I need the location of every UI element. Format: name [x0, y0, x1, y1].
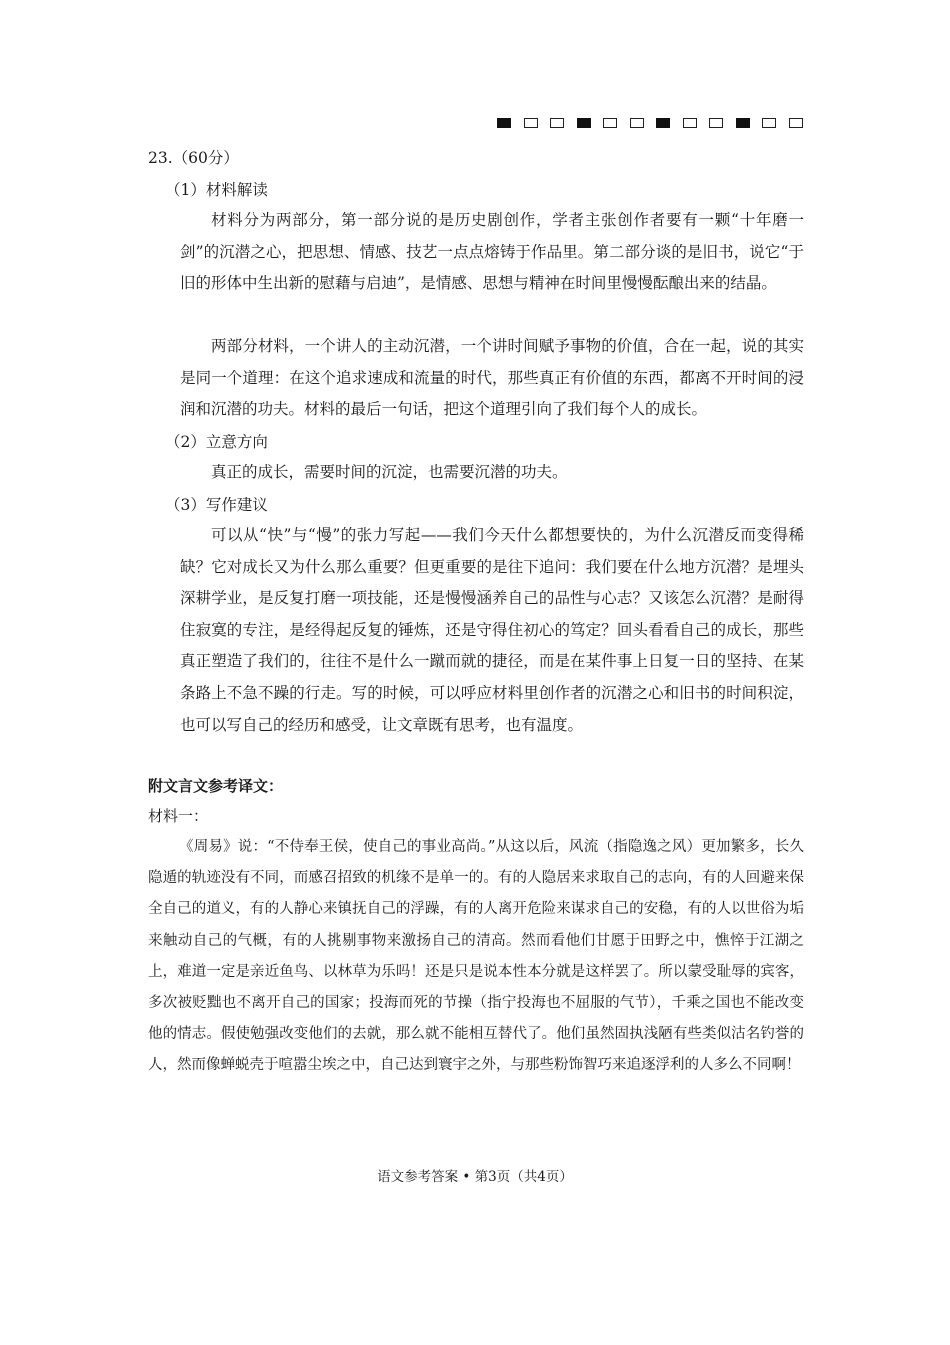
- marker-square-filled: [656, 118, 670, 128]
- section-1-heading: （1）材料解读: [165, 181, 268, 199]
- marker-square-filled: [497, 118, 511, 128]
- section-3-heading: （3）写作建议: [165, 496, 268, 514]
- appendix-title: 附文言文参考译文：: [148, 777, 284, 795]
- header-marks: [497, 118, 815, 128]
- section-3-paragraph: 可以从“快”与“慢”的张力写起——我们今天什么都想要快的，为什么沉潜反而变得稀缺？它对成长又为什么那么重要？但更重要的是往下追问：我们要在什么地方沉潜？是埋头深耕学业，是反复打磨一项技能，还是慢慢涵养自己的品性与心志？又该怎么沉潜？是耐得住寂寞的专注，是经得起反复的锤炼，还是守得住初心的笃定？回头看看自己的成长，那些真正塑造了我们的，往往不是什么一蹴而就的捷径，而是在某件事上日复一日的坚持、在某条路上不急不躁的行走。写的时候，可以呼应材料里创作者的沉潜之心和旧书的时间积淀，也可以写自己的经历和感受，让文章既有思考，也有温度。: [180, 526, 804, 734]
- marker-square-empty: [709, 118, 723, 128]
- marker-square-filled: [577, 118, 591, 128]
- material-label: 材料一：: [148, 807, 209, 825]
- marker-square-empty: [630, 118, 644, 128]
- marker-square-empty: [683, 118, 697, 128]
- section-2-heading: （2）立意方向: [165, 433, 268, 451]
- page-footer: 语文参考答案 • 第3页（共4页）: [377, 1169, 573, 1185]
- section-1-paragraph-1: 材料分为两部分，第一部分说的是历史剧创作，学者主张创作者要有一颗“十年磨一剑”的沉潜之心，把思想、情感、技艺一点点熔铸于作品里。第二部分谈的是旧书，说它“于旧的形体中生出新的慰藉与启迪”，是情感、思想与精神在时间里慢慢酝酿出来的结晶。: [180, 211, 804, 293]
- marker-square-filled: [736, 118, 750, 128]
- marker-square-empty: [603, 118, 617, 128]
- section-2-paragraph: 真正的成长，需要时间的沉淀，也需要沉潜的功夫。: [211, 463, 568, 481]
- question-23-title: 23.（60分）: [148, 149, 239, 167]
- marker-square-empty: [550, 118, 564, 128]
- section-1-paragraph-2: 两部分材料，一个讲人的主动沉潜，一个讲时间赋予事物的价值，合在一起，说的其实是同一个道理：在这个追求速成和流量的时代，那些真正有价值的东西，都离不开时间的浸润和沉潜的功夫。材料的最后一句话，把这个道理引向了我们每个人的成长。: [180, 337, 804, 419]
- marker-square-empty: [789, 118, 803, 128]
- marker-square-empty: [762, 118, 776, 128]
- translation-paragraph: 《周易》说：“不侍奉王侯，使自己的事业高尚。”从这以后，风流（指隐逸之风）更加繁多，长久隐遁的轨迹没有不同，而感召招致的机缘不是单一的。有的人隐居来求取自己的志向，有的人回避来保全自己的道义，有的人静心来镇抚自己的浮躁，有的人离开危险来谋求自己的安稳，有的人以世俗为垢来触动自己的气概，有的人挑剔事物来激扬自己的清高。然而看他们甘愿于田野之中，憔悴于江湖之上，难道一定是亲近鱼鸟、以林草为乐吗！还是只是说本性本分就是这样罢了。所以蒙受耻辱的宾客，多次被贬黜也不离开自己的国家；投海而死的节操（指宁投海也不屈服的气节），千乘之国也不能改变他的情志。假使勉强改变他们的去就，那么就不能相互替代了。他们虽然固执浅陋有些类似沽名钓誉的人，然而像蝉蜕壳于喧嚣尘埃之中，自己达到寰宇之外，与那些粉饰智巧来追逐浮利的人多么不同啊！: [148, 839, 804, 1074]
- marker-square-empty: [524, 118, 538, 128]
